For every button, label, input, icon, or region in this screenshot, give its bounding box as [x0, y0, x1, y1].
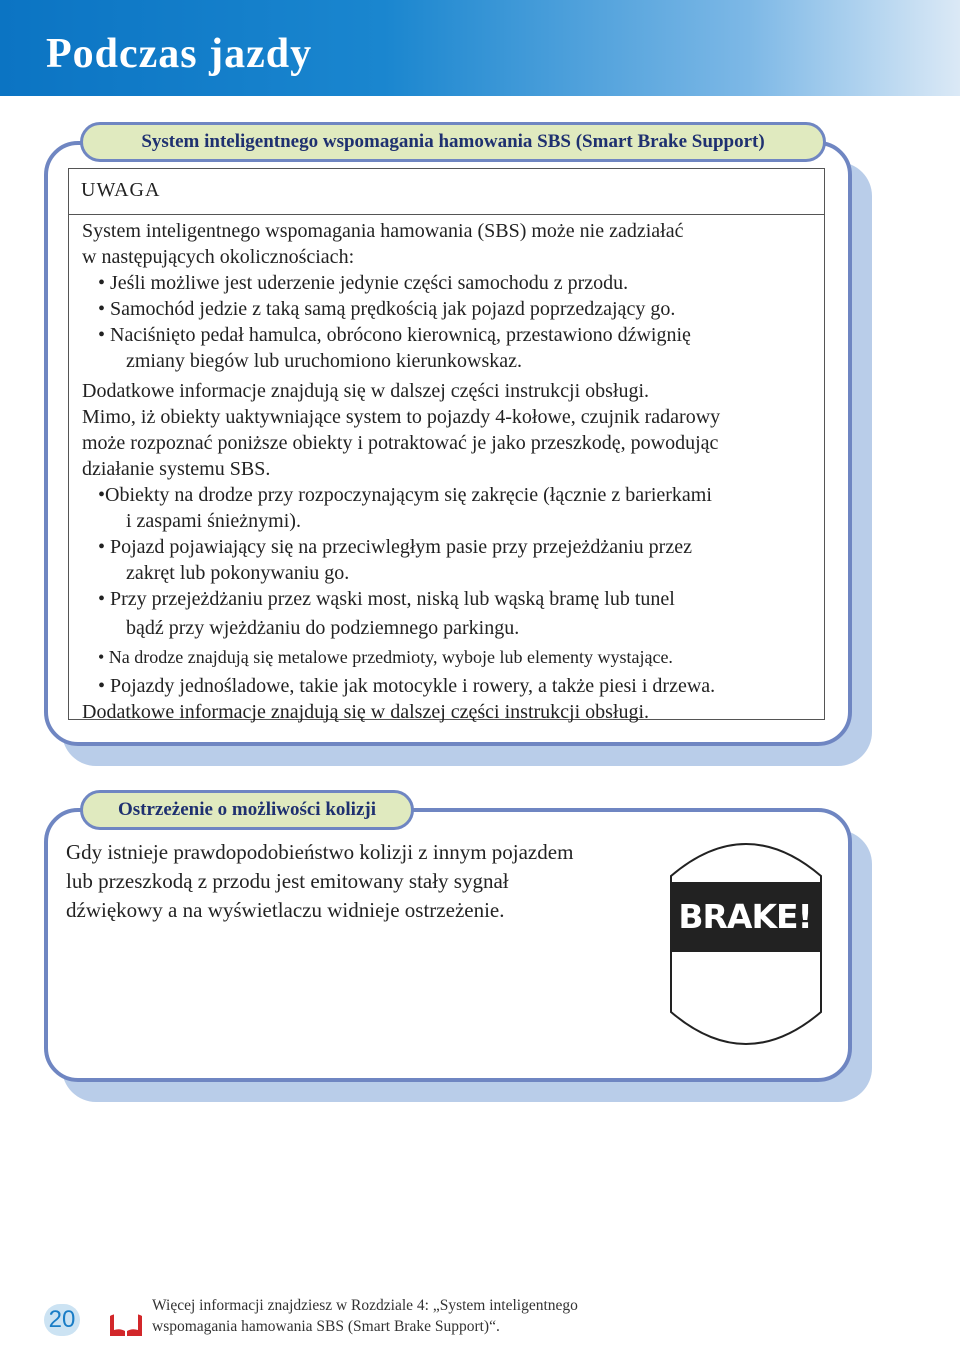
note-body: [82, 218, 817, 725]
bullet-item: • Samochód jedzie z taką samą prędkością jak pojazd poprzedzający go.: [98, 298, 676, 320]
collision-section-tab: Ostrzeżenie o możliwości kolizji: [80, 790, 414, 830]
brake-warning-label: BRAKE!: [678, 897, 812, 936]
bullet-item: • Na drodze znajdują się metalowe przedmioty, wyboje lub elementy wystające.: [98, 647, 673, 667]
book-icon: [108, 1310, 144, 1338]
note-box: [68, 168, 825, 723]
footer-reference: [152, 1295, 712, 1337]
note-heading: UWAGA: [69, 169, 824, 215]
more-info-text: Dodatkowe informacje znajdują się w dalszej części instrukcji obsługi.: [82, 380, 650, 402]
footer-line: wspomagania hamowania SBS (Smart Brake Support)“.: [152, 1318, 500, 1335]
bullet-item-continuation: zakręt lub pokonywaniu go.: [126, 562, 350, 584]
paragraph-line: działanie systemu SBS.: [82, 458, 271, 480]
note-intro-line: System inteligentnego wspomagania hamowania (SBS) może nie zadziałać: [82, 220, 684, 242]
bullet-item-continuation: bądź przy wjeżdżaniu do podziemnego parkingu.: [126, 617, 520, 639]
note-intro-line: w następujących okolicznościach:: [82, 246, 355, 268]
footer-line: Więcej informacji znajdziesz w Rozdziale 4: „System inteligentnego: [152, 1297, 578, 1314]
bullet-item: • Pojazd pojawiający się na przeciwległym pasie przy przejeżdżaniu przez: [98, 536, 692, 558]
collision-text-line: dźwiękowy a na wyświetlaczu widnieje ostrzeżenie.: [66, 898, 505, 922]
collision-text-line: lub przeszkodą z przodu jest emitowany stały sygnał: [66, 869, 509, 893]
bullet-item: • Pojazdy jednośladowe, takie jak motocykle i rowery, a także piesi i drzewa.: [98, 675, 716, 697]
page-number: 20: [44, 1304, 80, 1336]
bullet-item-continuation: zmiany biegów lub uruchomiono kierunkowskaz.: [126, 350, 523, 372]
bullet-item: • Przy przejeżdżaniu przez wąski most, niską lub wąską bramę lub tunel: [98, 588, 675, 610]
bullet-item-continuation: i zaspami śnieżnymi).: [126, 510, 301, 532]
collision-description: [66, 838, 636, 925]
more-info-text: Dodatkowe informacje znajdują się w dalszej części instrukcji obsługi.: [82, 701, 650, 723]
bullet-item: • Jeśli możliwe jest uderzenie jedynie części samochodu z przodu.: [98, 272, 629, 294]
page-header: [0, 0, 960, 96]
paragraph-line: może rozpoznać poniższe obiekty i potraktować je jako przeszkodę, powodując: [82, 432, 719, 454]
sbs-section-tab: System inteligentnego wspomagania hamowania SBS (Smart Brake Support): [80, 122, 826, 162]
collision-text-line: Gdy istnieje prawdopodobieństwo kolizji z innym pojazdem: [66, 840, 574, 864]
bullet-item: • Naciśnięto pedał hamulca, obrócono kierownicą, przestawiono dźwignię: [98, 324, 691, 346]
page-title: Podczas jazdy: [46, 31, 313, 77]
bullet-item: •Obiekty na drodze przy rozpoczynającym się zakręcie (łącznie z barierkami: [98, 484, 712, 506]
paragraph-line: Mimo, iż obiekty uaktywniające system to pojazdy 4-kołowe, czujnik radarowy: [82, 406, 721, 428]
